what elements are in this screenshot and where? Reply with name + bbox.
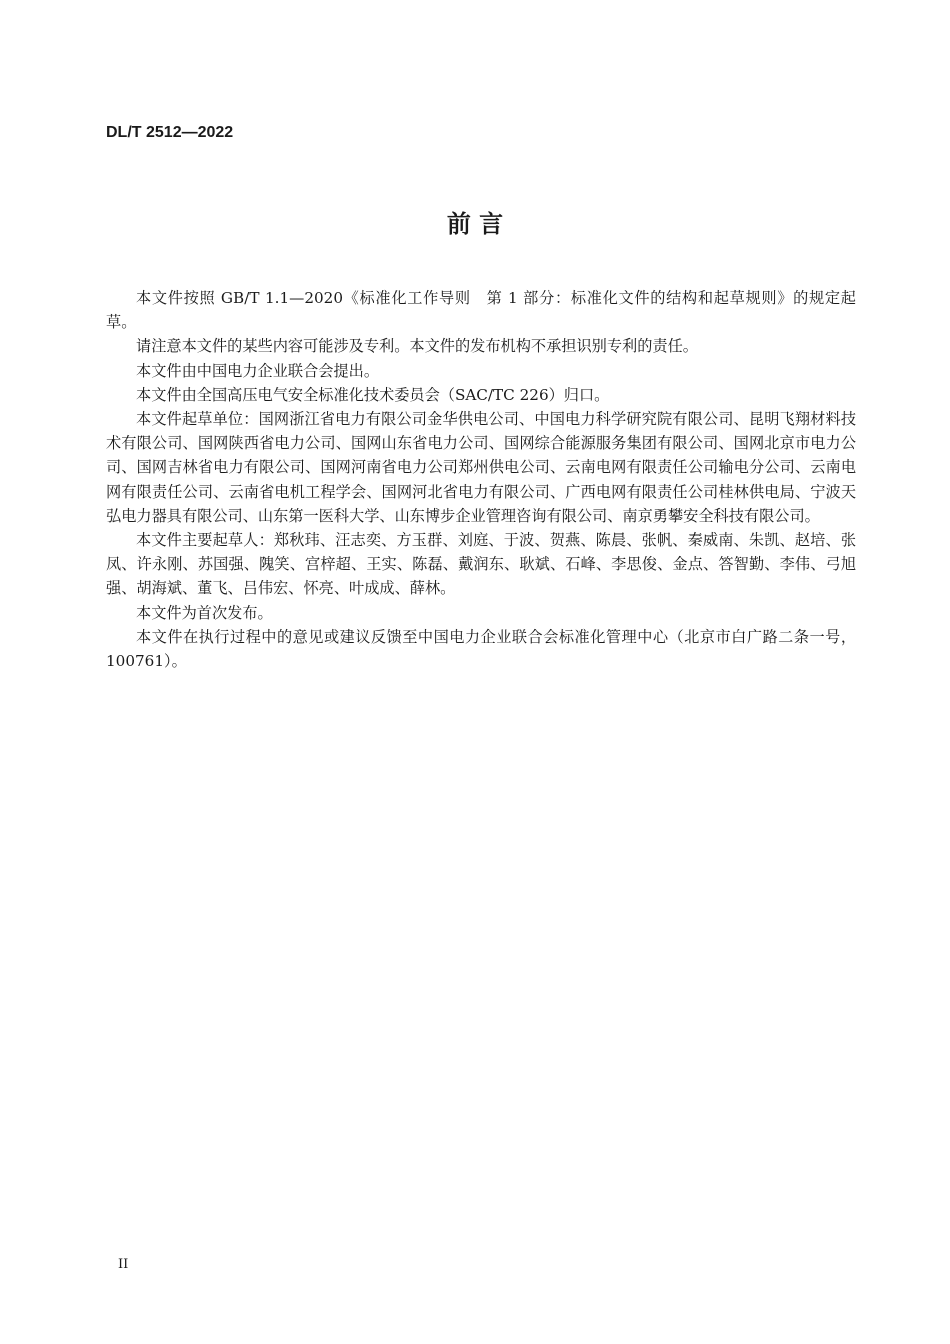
paragraph-drafting-rules: 本文件按照 GB/T 1.1—2020《标准化工作导则 第 1 部分：标准化文件的结构和起草规则》的规定起草。 xyxy=(106,289,856,332)
page-title: 前 言 xyxy=(446,210,504,238)
page-number: II xyxy=(118,1257,129,1272)
paragraph-first-release: 本文件为首次发布。 xyxy=(136,603,273,622)
paragraph-proposer: 本文件由中国电力企业联合会提出。 xyxy=(136,361,379,380)
foreword-body xyxy=(106,286,856,673)
paragraph-patent-notice: 请注意本文件的某些内容可能涉及专利。本文件的发布机构不承担识别专利的责任。 xyxy=(136,337,698,356)
paragraph-drafting-units: 本文件起草单位：国网浙江省电力有限公司金华供电公司、中国电力科学研究院有限公司、昆明飞翔材料技术有限公司、国网陕西省电力公司、国网山东省电力公司、国网综合能源服务集团有限公司、国网北京市电力公司、国网吉林省电力有限公司、国网河南省电力公司郑州供电公司、云南电网有限责任公司输电分公司、云南电网有限责任公司、云南省电机工程学会、国网河北省电力有限公司、广西电网有限责任公司桂林供电局、宁波天弘电力器具有限公司、山东第一医科大学、山东博步企业管理咨询有限公司、南京勇攀安全科技有限公司。 xyxy=(106,410,856,525)
paragraph-drafters: 本文件主要起草人：郑秋玮、汪志奕、方玉群、刘庭、于波、贺燕、陈晨、张帆、秦威南、朱凯、赵培、张凤、许永刚、苏国强、隗笑、宫梓超、王实、陈磊、戴润东、耿斌、石峰、李思俊、金点、答智勤、李伟、弓旭强、胡海斌、董飞、吕伟宏、怀亮、叶成成、薛林。 xyxy=(106,531,856,598)
paragraph-feedback: 本文件在执行过程中的意见或建议反馈至中国电力企业联合会标准化管理中心（北京市白广路二条一号，100761）。 xyxy=(106,627,856,671)
document-number: DL/T 2512—2022 xyxy=(106,124,234,141)
paragraph-committee: 本文件由全国高压电气安全标准化技术委员会（SAC/TC 226）归口。 xyxy=(136,385,610,404)
